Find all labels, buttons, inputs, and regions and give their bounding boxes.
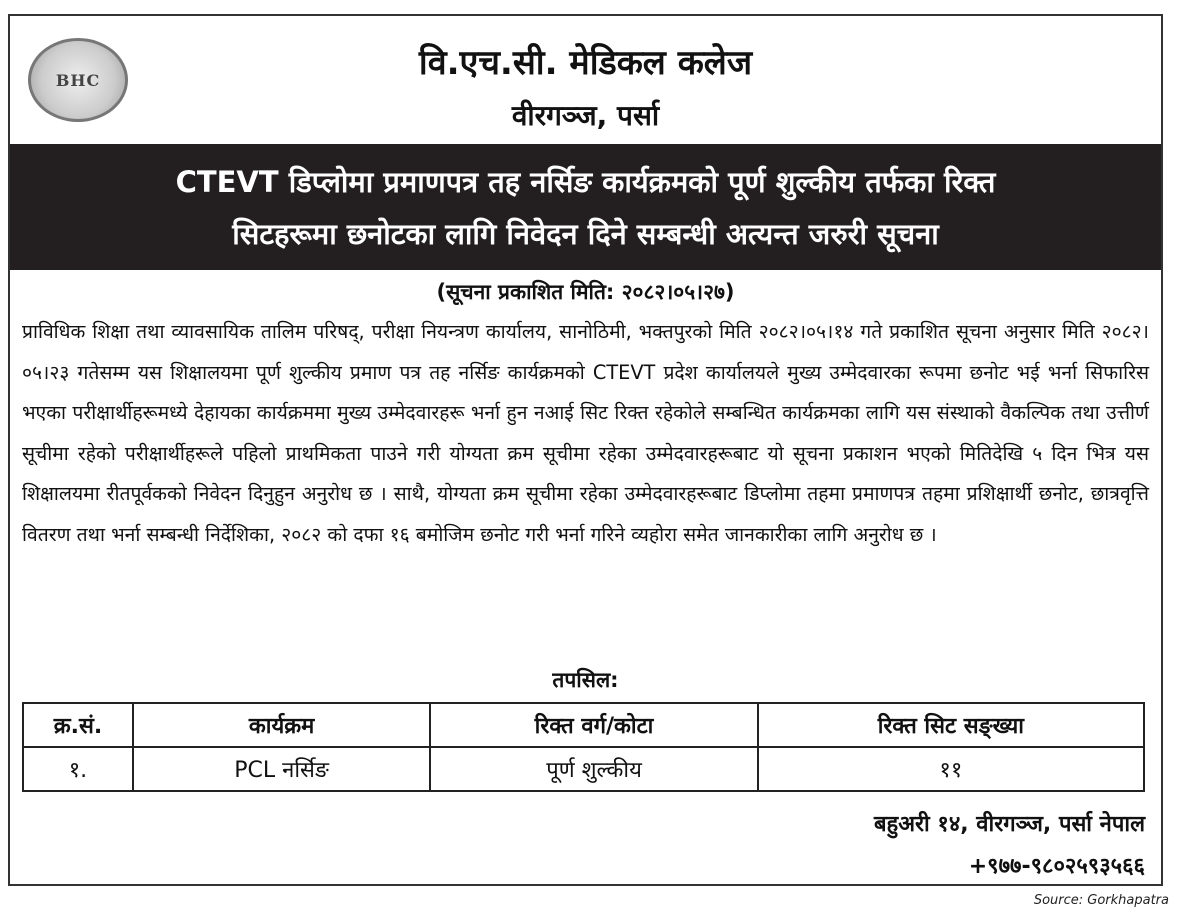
notice-title-banner: [10, 144, 1161, 270]
publication-date: (सूचना प्रकाशित मिति: २०८२।०५।२७): [436, 280, 735, 304]
notice-document: [8, 14, 1163, 886]
contact-phone: +९७७-९८०२५९३५६६: [968, 854, 1145, 879]
cell-quota: पूर्ण शुल्कीय: [430, 747, 757, 791]
college-header: [10, 16, 1161, 144]
cell-serial: १.: [23, 747, 133, 791]
logo-text: BHC: [55, 70, 101, 90]
notice-title-line-2: सिटहरूमा छनोटका लागि निवेदन दिने सम्बन्धी अत्यन्त जरुरी सूचना: [232, 217, 939, 251]
notice-body-paragraph: प्राविधिक शिक्षा तथा व्यावसायिक तालिम परिषद्, परीक्षा नियन्त्रण कार्यालय, सानोठिमी, भक्तपुरको मिति २०८२।०५।१४ गते प्रकाशित सूचना अनुसार मिति २०८२।०५।२३ गतेसम्म यस शिक्षालयमा पूर्ण शुल्कीय प्रमाण पत्र तह नर्सिङ कार्यक्रमको CTEVT प्रदेश कार्यालयले मुख्य उम्मेदवारका रूपमा छनोट भई भर्ना सिफारिस भएका परीक्षार्थीहरूमध्ये देहायका कार्यक्रममा मुख्य उम्मेदवारहरू भर्ना हुन नआई सिट रिक्त रहेकोले सम्बन्धित कार्यक्रमका लागि यस संस्थाको वैकल्पिक तथा उत्तीर्ण सूचीमा रहेको परीक्षार्थीहरूले पहिलो प्राथमिकता पाउने गरी योग्यता क्रम सूचीमा रहेका उम्मेदवारहरूबाट यो सूचना प्रकाशन भएको मितिदेखि ५ दिन भित्र यस शिक्षालयमा रीतपूर्वकको निवेदन दिनुहुन अनुरोध छ । साथै, योग्यता क्रम सूचीमा रहेका उम्मेदवारहरूबाट डिप्लोमा तहमा प्रमाणपत्र तहमा प्रशिक्षार्थी छनोट, छात्रवृत्ति वितरण तथा भर्ना सम्बन्धी निर्देशिका, २०८२ को दफा १६ बमोजिम छनोट गरी भर्ना गरिने व्यहोरा समेत जानकारीका लागि अनुरोध छ ।: [22, 320, 1149, 546]
cell-seat-count: ११: [758, 747, 1144, 791]
college-location: वीरगञ्ज, पर्सा: [511, 99, 660, 132]
table-row: [23, 747, 1144, 791]
header-serial: क्र.सं.: [23, 703, 133, 747]
contact-address: बहुअरी १४, वीरगञ्ज, पर्सा नेपाल: [873, 812, 1145, 837]
college-name: वि.एच.सी. मेडिकल कलेज: [418, 43, 753, 83]
cell-program: PCL नर्सिङ: [133, 747, 430, 791]
header-program: कार्यक्रम: [133, 703, 430, 747]
source-credit: Source: Gorkhapatra: [1033, 893, 1169, 908]
notice-title-line-1: CTEVT डिप्लोमा प्रमाणपत्र तह नर्सिङ कार्यक्रमको पूर्ण शुल्कीय तर्फका रिक्त: [175, 165, 996, 199]
header-quota: रिक्त वर्ग/कोटा: [430, 703, 757, 747]
table-header-row: [23, 703, 1144, 747]
details-heading: तपसिल:: [552, 668, 619, 692]
vacant-seats-table: [22, 702, 1145, 792]
header-seat-count: रिक्त सिट सङ्ख्या: [758, 703, 1144, 747]
